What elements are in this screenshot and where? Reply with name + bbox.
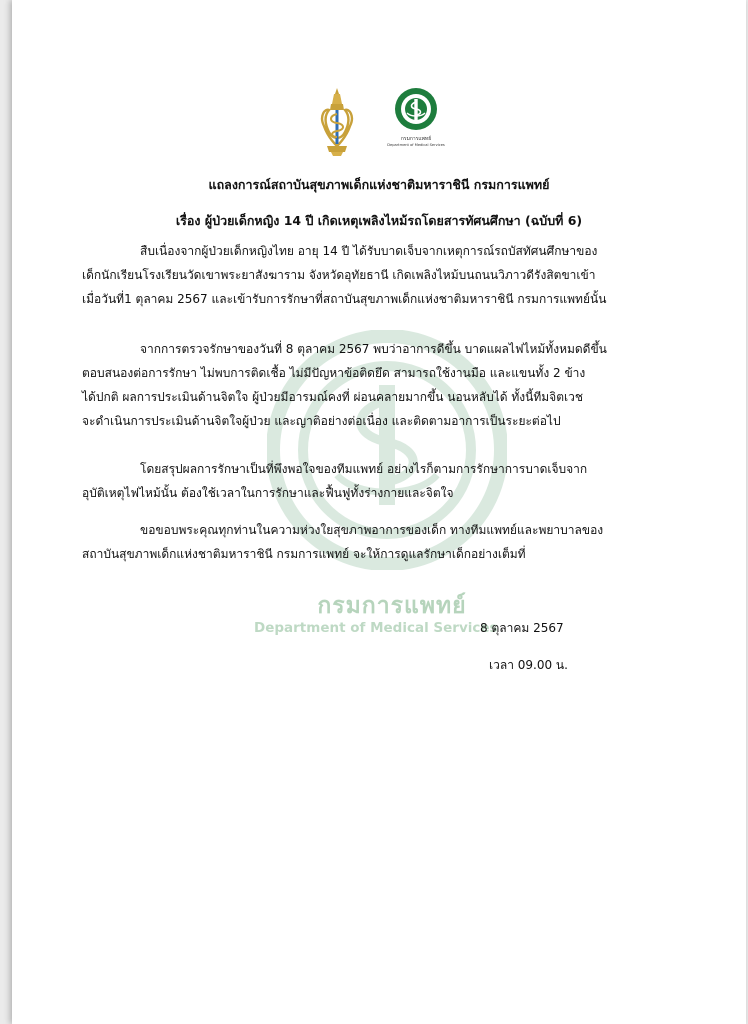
paragraph-3: [82, 457, 694, 505]
paragraph-line: เด็กนักเรียนโรงเรียนวัดเขาพระยาสังฆาราม จังหวัดอุทัยธานี เกิดเพลิงไหม้บนถนนวิภาวดีรังสิตขาเข้า: [82, 268, 596, 282]
paragraph-line: ตอบสนองต่อการรักษา ไม่พบการติดเชื้อ ไม่มีปัญหาข้อติดยึด สามารถใช้งานมือ และแขนทั้ง 2 ข้าง: [82, 366, 586, 380]
royal-emblem-logo: [315, 86, 359, 158]
paragraph-line: อุบัติเหตุไฟไหม้นั้น ต้องใช้เวลาในการรักษาและฟื้นฟูทั้งร่างกายและจิตใจ: [82, 486, 454, 500]
statement-title: แถลงการณ์สถาบันสุขภาพเด็กแห่งชาติมหาราชินี กรมการแพทย์: [208, 177, 550, 192]
paragraph-line: สืบเนื่องจากผู้ป่วยเด็กหญิงไทย อายุ 14 ปี ได้รับบาดเจ็บจากเหตุการณ์รถบัสทัศนศึกษาของ: [140, 244, 598, 258]
dms-caption-th: กรมการแพทย์: [400, 136, 432, 142]
dms-logo: [389, 86, 443, 156]
statement-time: เวลา 09.00 น.: [489, 658, 568, 672]
header-logos: [12, 86, 746, 158]
paragraph-line: เมื่อวันที่1 ตุลาคม 2567 และเข้ารับการรักษาที่สถาบันสุขภาพเด็กแห่งชาติมหาราชินี กรมการแพทย์นั้น: [82, 292, 607, 306]
paragraph-1: [82, 239, 694, 311]
document-page: [12, 0, 746, 1024]
dms-emblem-icon: [393, 86, 439, 132]
paragraph-line: ได้ปกติ ผลการประเมินด้านจิตใจ ผู้ป่วยมีอารมณ์คงที่ ผ่อนคลายมากขึ้น นอนหลับได้ ทั้งนี้ทีมจิตเวช: [82, 390, 583, 404]
paragraph-line: จะดำเนินการประเมินด้านจิตใจผู้ป่วย และญาติอย่างต่อเนื่อง และติดตามอาการเป็นระยะต่อไป: [82, 414, 561, 428]
watermark-text-th: กรมการแพทย์: [317, 593, 467, 619]
paragraph-line: ขอขอบพระคุณทุกท่านในความห่วงใยสุขภาพอาการของเด็ก ทางทีมแพทย์และพยาบาลของ: [140, 523, 604, 537]
dms-caption-en: Department of Medical Services: [387, 143, 445, 147]
paragraph-4: [82, 518, 694, 566]
paragraph-line: โดยสรุปผลการรักษาเป็นที่พึงพอใจของทีมแพทย์ อย่างไรก็ตามการรักษาการบาดเจ็บจาก: [140, 462, 588, 476]
watermark-text-en: Department of Medical Services: [254, 620, 498, 636]
paragraph-2: [82, 337, 694, 433]
statement-date: 8 ตุลาคม 2567: [480, 621, 564, 635]
paragraph-line: สถาบันสุขภาพเด็กแห่งชาติมหาราชินี กรมการแพทย์ จะให้การดูแลรักษาเด็กอย่างเต็มที่: [82, 547, 526, 561]
statement-subject: เรื่อง ผู้ป่วยเด็กหญิง 14 ปี เกิดเหตุเพลิงไหม้รถโดยสารทัศนศึกษา (ฉบับที่ 6): [175, 213, 583, 228]
paragraph-line: จากการตรวจรักษาของวันที่ 8 ตุลาคม 2567 พบว่าอาการดีขึ้น บาดแผลไฟไหม้ทั้งหมดดีขึ้น: [140, 342, 607, 356]
